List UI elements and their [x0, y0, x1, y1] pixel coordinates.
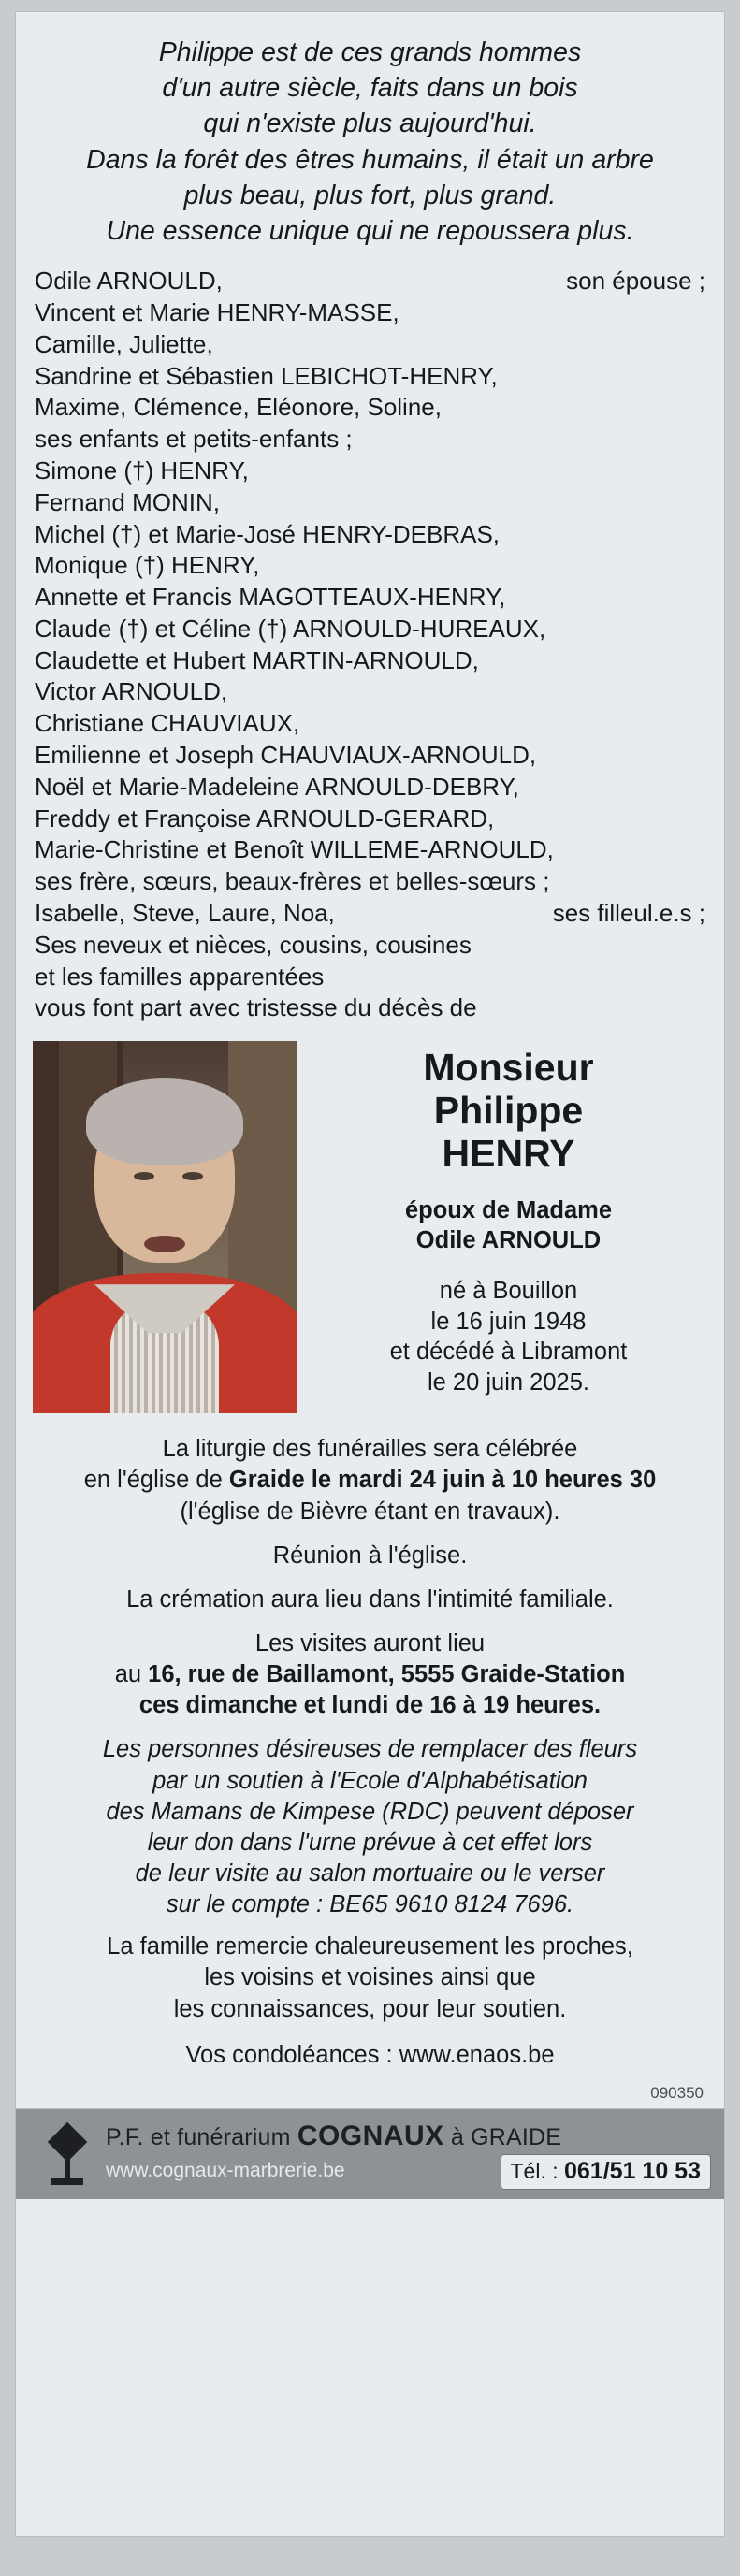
deceased-firstname: Philippe	[433, 1089, 584, 1133]
family-line-text: Monique (†) HENRY,	[35, 551, 260, 580]
family-line-text: Vincent et Marie HENRY-MASSE,	[35, 297, 399, 326]
funeral-home-phone[interactable]	[501, 2154, 712, 2190]
deceased-details	[310, 1041, 707, 1397]
family-line-text: Annette et Francis MAGOTTEAUX-HENRY,	[35, 583, 506, 612]
ceremony-block	[33, 1425, 707, 1721]
poem-block	[33, 33, 707, 266]
family-line-role: ses filleul.e.s ;	[552, 899, 705, 928]
family-line	[35, 898, 705, 930]
photo-hair	[86, 1078, 243, 1165]
family-announce-line	[35, 992, 705, 1024]
funeral-home-location: à GRAIDE	[443, 2123, 562, 2150]
family-line	[35, 930, 705, 962]
poem-line: Dans la forêt des êtres humains, il était un arbre	[86, 144, 654, 175]
family-line	[35, 645, 705, 677]
family-line	[35, 834, 705, 866]
reunion-line: Réunion à l'église.	[272, 1541, 468, 1569]
visits-line-1: Les visites auront lieu	[254, 1629, 486, 1657]
family-line	[35, 772, 705, 803]
deceased-lastname: HENRY	[442, 1132, 575, 1176]
appeal-line: des Mamans de Kimpese (RDC) peuvent déposer	[106, 1798, 634, 1825]
funeral-home-name	[106, 2120, 561, 2152]
family-line	[35, 424, 705, 456]
funeral-home-prefix: P.F. et funérarium	[106, 2123, 297, 2150]
family-line-text: Claudette et Hubert MARTIN-ARNOULD,	[35, 645, 479, 674]
poem-line: qui n'existe plus aujourd'hui.	[203, 109, 537, 139]
family-line	[35, 962, 705, 993]
family-line	[35, 297, 705, 329]
funeral-home-logo-icon	[42, 2122, 93, 2186]
family-line-text: Victor ARNOULD,	[35, 677, 228, 706]
family-line	[35, 456, 705, 487]
spacer	[33, 1615, 707, 1628]
family-line-text: Sandrine et Sébastien LEBICHOT-HENRY,	[35, 361, 498, 390]
spacer	[33, 1527, 707, 1541]
deceased-dates-block	[310, 1255, 707, 1398]
poem-line: Philippe est de ces grands hommes	[158, 37, 582, 67]
family-line	[35, 266, 705, 297]
cremation-line: La crémation aura lieu dans l'intimité familiale.	[126, 1585, 614, 1613]
spouse-line-1: époux de Madame	[404, 1196, 613, 1223]
family-line	[35, 582, 705, 614]
poem-line: d'un autre siècle, faits dans un bois	[162, 73, 578, 104]
liturgy-line-2	[33, 1465, 707, 1496]
thanks-block	[33, 1920, 707, 2024]
family-line-text: Christiane CHAUVIAUX,	[35, 709, 300, 738]
family-line	[35, 361, 705, 393]
family-line	[35, 708, 705, 740]
phone-label: Tél. :	[510, 2158, 565, 2183]
thanks-line: les connaissances, pour leur soutien.	[173, 1995, 567, 2022]
family-list	[33, 266, 707, 1028]
appeal-account: sur le compte : BE65 9610 8124 7696.	[166, 1891, 574, 1918]
appeal-line: Les personnes désireuses de remplacer des fleurs	[102, 1736, 638, 1763]
family-line	[35, 550, 705, 582]
appeal-line: de leur visite au salon mortuaire ou le verser	[135, 1860, 605, 1887]
family-line-text: Odile ARNOULD,	[35, 267, 223, 296]
liturgy-line-3: (l'église de Bièvre étant en travaux).	[180, 1498, 560, 1525]
reference-number: 090350	[650, 2083, 704, 2102]
spouse-line-2: Odile ARNOULD	[415, 1226, 602, 1253]
donation-appeal	[33, 1721, 707, 1920]
family-line	[35, 740, 705, 772]
family-line-text: Michel (†) et Marie-José HENRY-DEBRAS,	[35, 519, 501, 548]
visits-address: 16, rue de Baillamont, 5555 Graide-Station	[148, 1661, 626, 1688]
appeal-line: leur don dans l'urne prévue à cet effet lors	[147, 1829, 593, 1856]
photo-mouth	[144, 1236, 185, 1252]
family-line-text: Fernand MONIN,	[35, 487, 220, 516]
poem-line: Une essence unique qui ne repoussera plus.	[106, 215, 634, 246]
liturgy-place-time: Graide le mardi 24 juin à 10 heures 30	[228, 1467, 657, 1494]
family-line	[35, 519, 705, 551]
portrait-photo	[33, 1041, 297, 1413]
family-line	[35, 803, 705, 835]
family-line	[35, 329, 705, 361]
death-date: le 20 juin 2025.	[428, 1369, 589, 1397]
thanks-line: les voisins et voisines ainsi que	[204, 1964, 536, 1991]
funeral-home-brand: COGNAUX	[297, 2120, 444, 2151]
deceased-block	[33, 1041, 707, 1425]
deceased-name-block	[310, 1041, 707, 1176]
family-line	[35, 676, 705, 708]
spacer	[33, 1571, 707, 1585]
family-line-text: Maxime, Clémence, Eléonore, Soline,	[35, 393, 442, 422]
family-line	[35, 866, 705, 898]
visits-hours: ces dimanche et lundi de 16 à 19 heures.	[138, 1692, 602, 1719]
family-line-text: Claude (†) et Céline (†) ARNOULD-HUREAUX,	[35, 614, 546, 643]
deceased-title: Monsieur	[423, 1046, 594, 1090]
liturgy-prefix: en l'église de	[83, 1467, 229, 1494]
family-line	[35, 392, 705, 424]
family-line-text: ses enfants et petits-enfants ;	[35, 425, 353, 454]
logo-stem-shape	[65, 2150, 70, 2182]
thanks-line: La famille remercie chaleureusement les proches,	[107, 1933, 633, 1961]
family-line-text: vous font part avec tristesse du décès de	[35, 993, 477, 1022]
condolences-line[interactable]: Vos condoléances : www.enaos.be	[185, 2041, 555, 2068]
family-line-text: Simone (†) HENRY,	[35, 456, 249, 485]
visits-prefix: au	[114, 1661, 149, 1688]
family-line-text: Freddy et Françoise ARNOULD-GERARD,	[35, 803, 495, 832]
funeral-home-banner	[16, 2108, 724, 2199]
family-line-text: Isabelle, Steve, Laure, Noa,	[35, 899, 335, 928]
notice-card	[15, 11, 725, 2537]
family-line-text: ses frère, sœurs, beaux-frères et belles-sœurs ;	[35, 867, 550, 896]
family-line-role: son épouse ;	[566, 267, 705, 296]
poem-line: plus beau, plus fort, plus grand.	[183, 180, 557, 210]
family-line-text: Emilienne et Joseph CHAUVIAUX-ARNOULD,	[35, 741, 537, 770]
logo-base-shape	[51, 2178, 83, 2185]
appeal-line: par un soutien à l'Ecole d'Alphabétisation	[152, 1767, 588, 1794]
deceased-spouse-block	[310, 1176, 707, 1255]
family-line-text: et les familles apparentées	[35, 962, 325, 991]
birth-place: né à Bouillon	[439, 1278, 578, 1305]
phone-number: 061/51 10 53	[564, 2157, 701, 2184]
birth-date: le 16 juin 1948	[430, 1308, 587, 1335]
family-line	[35, 487, 705, 519]
family-line-text: Camille, Juliette,	[35, 329, 213, 358]
family-line-text: Ses neveux et nièces, cousins, cousines	[35, 930, 472, 959]
family-line-text: Marie-Christine et Benoît WILLEME-ARNOULD,	[35, 835, 554, 864]
family-line	[35, 614, 705, 645]
family-line-text: Noël et Marie-Madeleine ARNOULD-DEBRY,	[35, 772, 519, 801]
visits-line-2	[33, 1659, 707, 1690]
funeral-home-website[interactable]: www.cognaux-marbrerie.be	[106, 2159, 345, 2181]
death-place: et décédé à Libramont	[389, 1339, 628, 1366]
liturgy-line-1: La liturgie des funérailles sera célébrée	[162, 1436, 578, 1463]
